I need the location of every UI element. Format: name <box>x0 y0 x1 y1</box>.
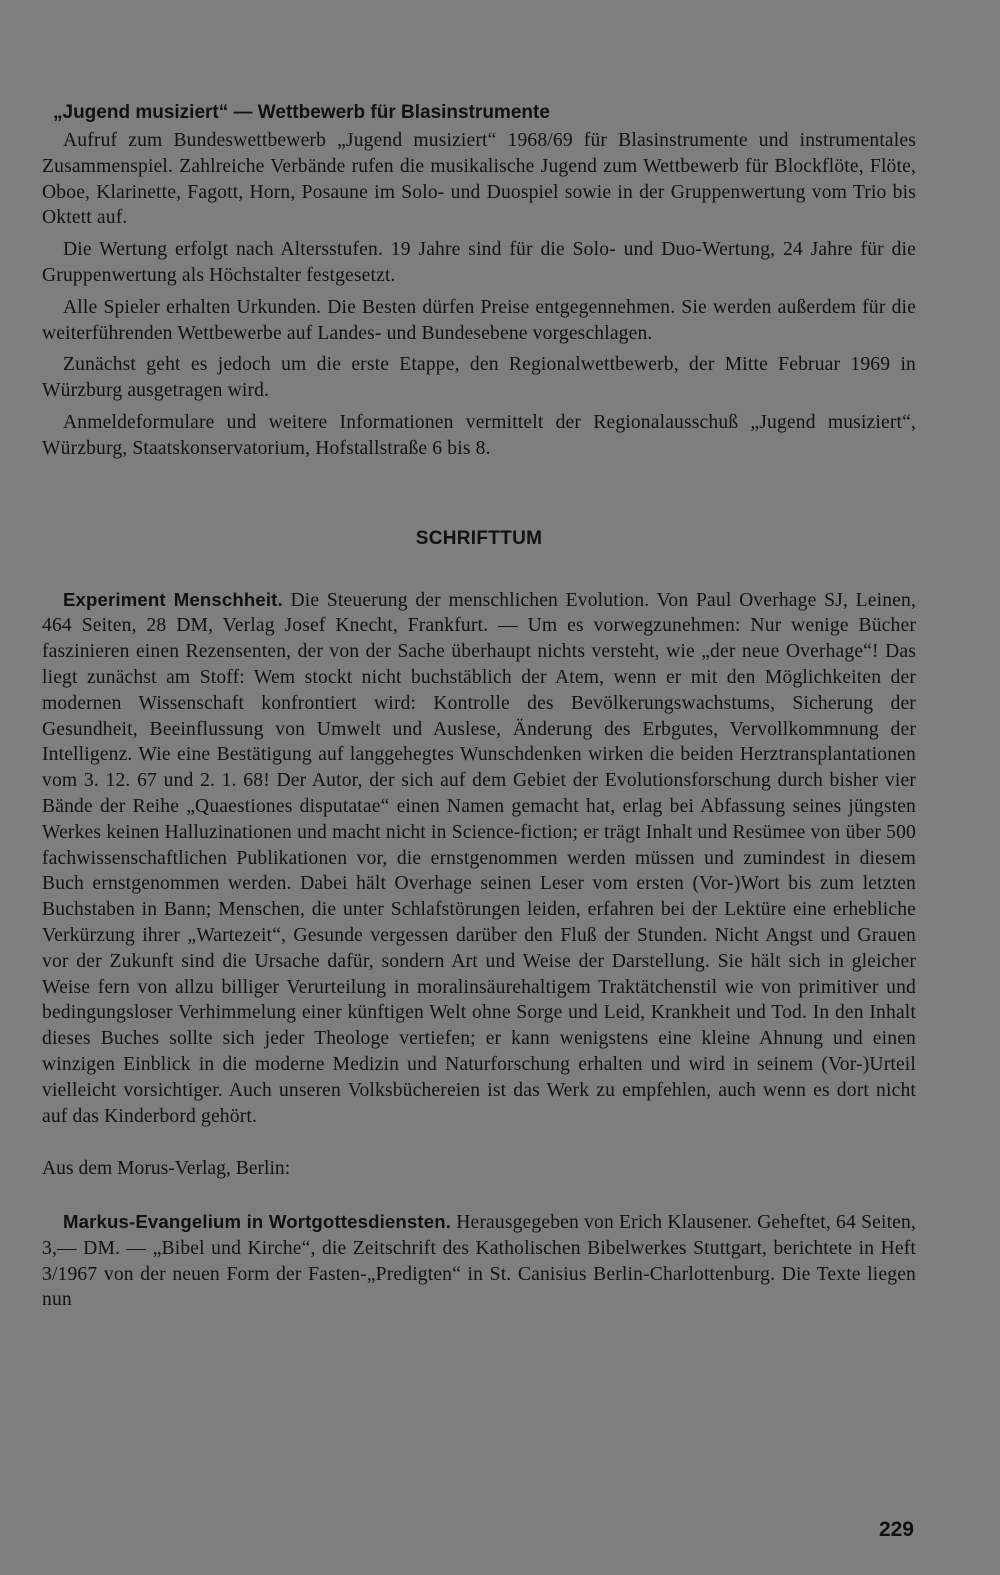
review-body: Die Steuerung der menschlichen Evolution. Von Paul Overhage SJ, Leinen, 464 Seiten, 28 DM, Verlag Josef Knecht, Frankfurt. — Um es vorwegzunehmen: Nur wenige Bücher faszinieren einen Rezensenten, der von der Sache überhaupt nichts versteht, wie „der neue Overhage“! Das liegt zunächst am Stoff: Wem stockt nicht buchstäblich der Atem, wenn er mit den Möglichkeiten der modernen Wissenschaft konfrontiert wird: Kontrolle des Bevölkerungswachstums, Sicherung der Gesundheit, Beeinflussung von Umwelt und Auslese, Änderung des Erbgutes, Vervollkommnung der Intelligenz. Wie eine Bestätigung auf langgehegtes Wunschdenken wirken die beiden Herztransplantationen vom 3. 12. 67 und 2. 1. 68! Der Autor, der sich auf dem Gebiet der Evolutionsforschung durch bisher vier Bände der Reihe „Quaestiones disputatae“ einen Namen gemacht hat, erlag bei Abfassung seines jüngsten Werkes keinen Halluzinationen und macht nicht in Science-fiction; er trägt Inhalt und Resümee von über 500 fachwissenschaftlichen Publikationen vor, die ernstgenommen werden müssen und zumindest in diesem Buch ernstgenommen werden. Dabei hält Overhage seinen Leser vom ersten (Vor-)Wort bis zum letzten Buchstaben in Bann; Menschen, die unter Schlafstörungen leiden, erfahren bei der Lektüre eine erhebliche Verkürzung ihrer „Wartezeit“, Gesunde vergessen darüber den Fluß der Stunden. Nicht Angst und Grauen vor der Zukunft sind die Ursache dafür, sondern Art und Weise der Darstellung. Sie hält sich in gleicher Weise fern von allzu billiger Verurteilung in moralinsäurehaltigem Traktätchenstil wie von primitiver und bedingungsloser Verhimmelung einer künftigen Welt ohne Sorge und Leid, Krankheit und Tod. In den Inhalt dieses Buches sollte sich jeder Theologe vertiefen; er kann wenigstens eine kleine Ahnung und einen winzigen Einblick in die moderne Medizin und Naturforschung erhalten und wird in seinem (Vor-)Urteil vielleicht vorsichtiger. Auch unseren Volksbüchereien ist das Werk zu empfehlen, auch wenn es dort nicht auf das Kinderbord gehört. <box>42 589 916 1127</box>
review-body: Herausgegeben von Erich Klausener. Geheftet, 64 Seiten, 3,— DM. — „Bibel und Kirche“, die Zeitschrift des Katholischen Bibelwerkes Stuttgart, berichtete in Heft 3/1967 von der neuen Form der Fasten-„Predigten“ in St. Canisius Berlin-Charlottenburg. Die Texte liegen nun <box>42 1212 917 1311</box>
review-paragraph <box>42 587 916 1130</box>
notice-paragraph: Alle Spieler erhalten Urkunden. Die Besten dürfen Preise entgegennehmen. Sie werden außerdem für die weiterführenden Wettbewerbe auf Landes- und Bundesebene vorgeschlagen. <box>42 296 916 344</box>
review-title: Markus-Evangelium in Wortgottesdiensten. <box>63 1211 452 1233</box>
notice-heading: „Jugend musiziert“ — Wettbewerb für Blasinstrumente <box>53 102 550 123</box>
section-title: SCHRIFTTUM <box>415 527 543 549</box>
notice-paragraph: Zunächst geht es jedoch um die erste Etappe, den Regionalwettbewerb, der Mitte Februar 1969 in Würzburg ausgetragen wird. <box>42 354 916 402</box>
document-page <box>42 100 916 1313</box>
notice-paragraph: Die Wertung erfolgt nach Altersstufen. 19 Jahre sind für die Solo- und Duo-Wertung, 24 Jahre für die Gruppenwertung als Höchstalter festgesetzt. <box>42 239 916 286</box>
notice-paragraph: Anmeldeformulare und weitere Informationen vermittelt der Regionalausschuß „Jugend musiziert“, Würzburg, Staatskonservatorium, Hofstallstraße 6 bis 8. <box>42 411 916 459</box>
publisher-line: Aus dem Morus-Verlag, Berlin: <box>42 1158 291 1180</box>
notice-paragraph: Aufruf zum Bundeswettbewerb „Jugend musiziert“ 1968/69 für Blasinstrumente und instrumentales Zusammenspiel. Zahlreiche Verbände rufen die musikalische Jugend zum Wettbewerb für Blockflöte, Flöte, Oboe, Klarinette, Fagott, Horn, Posaune im Solo- und Duospiel sowie in der Gruppenwertung vom Trio bis Oktett auf. <box>42 130 916 229</box>
review-title: Experiment Menschheit. <box>63 588 283 610</box>
review-paragraph <box>42 1209 916 1313</box>
page-number: 229 <box>878 1518 914 1541</box>
